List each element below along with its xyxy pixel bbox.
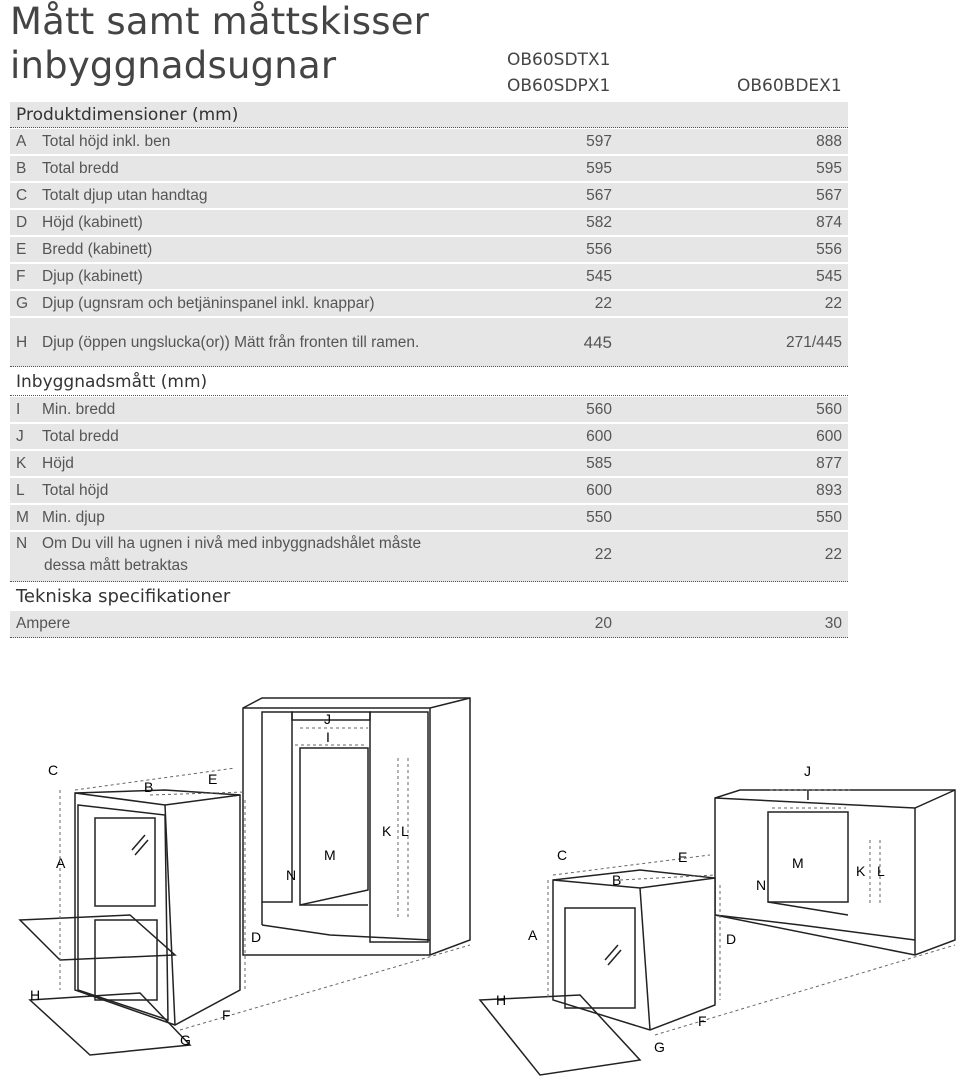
- diagram-left-label-b: B: [144, 779, 154, 795]
- diagram-right-label-n: N: [756, 877, 767, 893]
- row-value-col2: 888: [816, 133, 842, 150]
- diagram-right-label-g: G: [654, 1039, 665, 1055]
- row-letter: H: [16, 334, 28, 351]
- row-letter: J: [16, 428, 24, 445]
- row-value-col2: 877: [816, 455, 842, 472]
- row-value-col1: 560: [586, 401, 612, 418]
- row-label: Djup (kabinett): [42, 268, 143, 285]
- row-value-col1: 545: [586, 268, 612, 285]
- row-label: Djup (öppen ungslucka(or)) Mätt från fronten till ramen.: [42, 334, 420, 351]
- section-technical-specs: Tekniska specifikationer: [10, 583, 848, 610]
- row-label-line2: dessa mått betraktas: [44, 557, 188, 574]
- table-row: [10, 129, 848, 156]
- row-label: Höjd (kabinett): [42, 214, 143, 231]
- row-letter: D: [16, 214, 28, 231]
- row-value-col2: 22: [824, 546, 842, 563]
- row-label: Total bredd: [42, 428, 119, 445]
- row-label: Totalt djup utan handtag: [42, 187, 208, 204]
- row-letter: M: [16, 509, 29, 526]
- row-label: Bredd (kabinett): [42, 241, 153, 258]
- diagram-right-label-f: F: [698, 1013, 707, 1029]
- diagram-left-label-k: K: [382, 823, 392, 839]
- row-letter: C: [16, 187, 28, 204]
- diagram-left-label-e: E: [208, 771, 218, 787]
- diagram-left-label-n: N: [286, 867, 297, 883]
- row-value-col1: 20: [594, 615, 612, 632]
- page-title: [10, 0, 429, 88]
- row-value-col1: 582: [586, 214, 612, 231]
- row-value-col2: 545: [816, 268, 842, 285]
- row-value-col2: 600: [816, 428, 842, 445]
- table-row: [10, 237, 848, 264]
- diagram-right-label-k: K: [856, 863, 866, 879]
- row-letter: L: [16, 482, 25, 499]
- row-value-col2: 22: [824, 295, 842, 312]
- table-row: [10, 478, 848, 505]
- row-label: Ampere: [16, 615, 71, 632]
- row-value-col1: 595: [586, 160, 612, 177]
- diagram-left-label-h: H: [30, 987, 41, 1003]
- diagram-right-label-h: H: [496, 992, 507, 1008]
- row-letter: E: [16, 241, 27, 258]
- table-row: [10, 318, 848, 367]
- row-label-line1: Om Du vill ha ugnen i nivå med inbyggnadshålet måste: [42, 535, 422, 552]
- row-label: Höjd: [42, 455, 74, 472]
- row-value-col2: 893: [816, 482, 842, 499]
- row-value-col2: 271/445: [785, 334, 842, 351]
- row-value-col1: 600: [586, 428, 612, 445]
- row-label: Total bredd: [42, 160, 119, 177]
- table-row: [10, 424, 848, 451]
- row-value-col1: 585: [586, 455, 612, 472]
- table-row: [10, 611, 848, 638]
- row-value-col1: 445: [583, 333, 612, 352]
- row-letter: G: [16, 295, 29, 312]
- diagram-right-label-l: L: [877, 863, 885, 879]
- row-label: Djup (ugnsram och betjäninspanel inkl. knappar): [42, 295, 375, 312]
- double-oven-cabinet-drawing: [20, 698, 470, 1055]
- row-value-col2: 567: [816, 187, 842, 204]
- diagram-left-label-i: I: [326, 729, 330, 745]
- row-value-col1: 567: [586, 187, 612, 204]
- row-value-col2: 874: [816, 214, 842, 231]
- table-row: [10, 210, 848, 237]
- diagram-right-label-i: I: [806, 787, 810, 803]
- diagram-left-label-l: L: [401, 823, 409, 839]
- row-value-col1: 22: [594, 546, 612, 563]
- single-oven-cabinet-drawing: [480, 790, 955, 1075]
- table-row: [10, 291, 848, 318]
- row-value-col1: 600: [586, 482, 612, 499]
- diagram-left-label-d: D: [251, 929, 262, 945]
- diagram-left-label-m: M: [324, 847, 336, 863]
- model-header-col2: OB60BDEX1: [737, 76, 842, 96]
- page-title-line1: Mått samt måttskisser: [10, 0, 430, 43]
- row-value-col2: 550: [816, 509, 842, 526]
- diagram-left-label-f: F: [222, 1007, 231, 1023]
- table-row: [10, 505, 848, 532]
- table-row: [10, 532, 848, 582]
- table-row: [10, 183, 848, 210]
- row-value-col1: 550: [586, 509, 612, 526]
- diagram-right-label-j: J: [804, 763, 811, 779]
- section-build-dimensions: Inbyggnadsmått (mm): [10, 369, 848, 396]
- table-row: [10, 397, 848, 424]
- row-letter: I: [16, 401, 21, 418]
- diagram-right-label-c: C: [557, 847, 568, 863]
- row-value-col2: 560: [816, 401, 842, 418]
- table-row: [10, 156, 848, 183]
- model-header-col1-line1: OB60SDTX1: [507, 50, 611, 70]
- diagram-right-label-a: A: [528, 927, 538, 943]
- model-header-col1-line2: OB60SDPX1: [507, 76, 611, 96]
- row-letter: F: [16, 268, 26, 285]
- row-value-col1: 597: [586, 133, 612, 150]
- row-letter: K: [16, 455, 27, 472]
- row-letter: A: [16, 133, 27, 150]
- row-label: Total höjd inkl. ben: [42, 133, 171, 150]
- diagram-right-label-b: B: [612, 872, 622, 888]
- row-value-col2: 556: [816, 241, 842, 258]
- diagram-left-label-c: C: [48, 762, 59, 778]
- row-letter: B: [16, 160, 27, 177]
- row-value-col1: 22: [594, 295, 612, 312]
- dimension-drawings: [0, 660, 960, 1087]
- page-title-line2: inbyggnadsugnar: [10, 44, 337, 87]
- table-row: [10, 264, 848, 291]
- diagram-right-label-m: M: [792, 855, 804, 871]
- row-value-col1: 556: [586, 241, 612, 258]
- diagram-right-label-d: D: [726, 931, 737, 947]
- row-value-col2: 595: [816, 160, 842, 177]
- row-value-col2: 30: [824, 615, 842, 632]
- row-letter: N: [16, 535, 28, 552]
- row-label: Total höjd: [42, 482, 109, 499]
- diagram-right-label-e: E: [678, 849, 688, 865]
- diagram-left-label-a: A: [56, 855, 66, 871]
- diagram-left-label-g: G: [180, 1032, 191, 1048]
- diagram-left-label-j: J: [324, 711, 331, 727]
- row-label: Min. djup: [42, 509, 105, 526]
- section-product-dimensions: Produktdimensioner (mm): [10, 102, 848, 128]
- row-label: Min. bredd: [42, 401, 116, 418]
- table-row: [10, 451, 848, 478]
